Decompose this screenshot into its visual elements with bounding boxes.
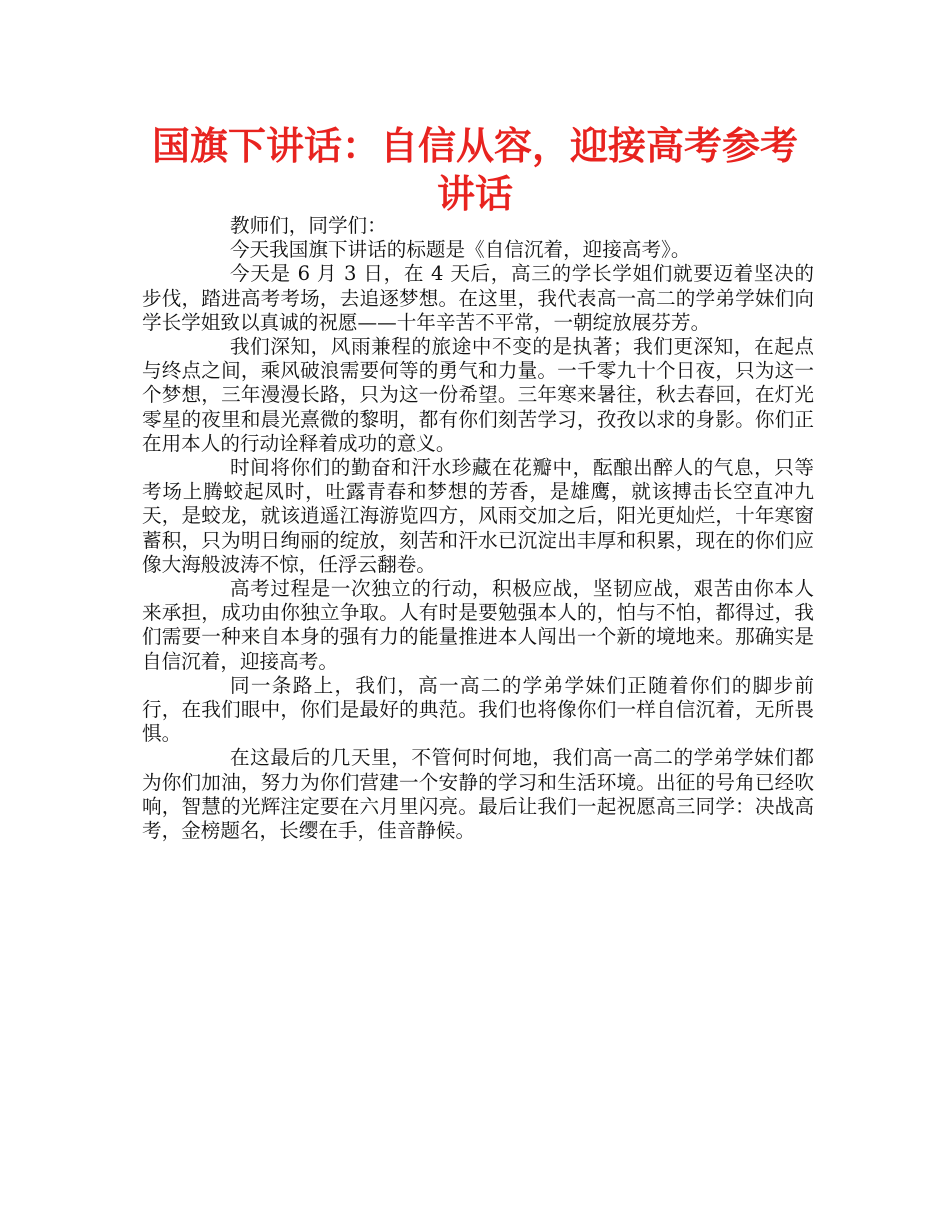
paragraph-topic: 今天我国旗下讲话的标题是《自信沉着，迎接高考》。 xyxy=(230,238,691,262)
paragraph-role-models: 同一条路上，我们，高一高二的学弟学妹们正随着你们的脚步前行，在我们眼中，你们是最好的典范。我们也将像你们一样自信沉着，无所畏惧。 xyxy=(142,673,814,746)
paragraph-persistence: 我们深知，风雨兼程的旅途中不变的是执著；我们更深知，在起点与终点之间，乘风破浪需要何等的勇气和力量。一千零九十个日夜，只为这一个梦想，三年漫漫长路，只为这一份希望。三年寒来暑往，秋去春回，在灯光零星的夜里和晨光熹微的黎明，都有你们刻苦学习，孜孜以求的身影。你们正在用本人的行动诠释着成功的意义。 xyxy=(142,335,814,455)
paragraph-salutation: 教师们，同学们： xyxy=(230,214,387,237)
document-body xyxy=(142,214,814,843)
paragraph-closing-wishes: 在这最后的几天里，不管何时何地，我们高一高二的学弟学妹们都为你们加油，努力为你们营建一个安静的学习和生活环境。出征的号角已经吹响，智慧的光辉注定要在六月里闪亮。最后让我们一起祝愿高三同学：决战高考，金榜题名，长缨在手，佳音静候。 xyxy=(142,746,814,843)
document-title: 国旗下讲话：自信从容，迎接高考参考讲话 xyxy=(151,124,798,216)
paragraph-date-blessing: 今天是 6 月 3 日，在 4 天后，高三的学长学姐们就要迈着坚决的步伐，踏进高考考场，去追逐梦想。在这里，我代表高一高二的学弟学妹们向学长学姐致以真诚的祝愿——十年辛苦不平常，一朝绽放展芬芳。 xyxy=(142,262,814,334)
paragraph-independence: 高考过程是一次独立的行动，积极应战，坚韧应战，艰苦由你本人来承担，成功由你独立争取。人有时是要勉强本人的，怕与不怕，都得过，我们需要一种来自本身的强有力的能量推进本人闯出一个新的境地来。那确实是自信沉着，迎接高考。 xyxy=(142,577,814,673)
paragraph-time-and-effort: 时间将你们的勤奋和汗水珍藏在花瓣中，酝酿出醉人的气息，只等考场上腾蛟起凤时，吐露青春和梦想的芳香，是雄鹰，就该搏击长空直冲九天，是蛟龙，就该逍遥江海游览四方，风雨交加之后，阳光更灿烂，十年寒窗蓄积，只为明日绚丽的绽放，刻苦和汗水已沉淀出丰厚和积累，现在的你们应像大海般波涛不惊，任浮云翻卷。 xyxy=(142,456,814,576)
